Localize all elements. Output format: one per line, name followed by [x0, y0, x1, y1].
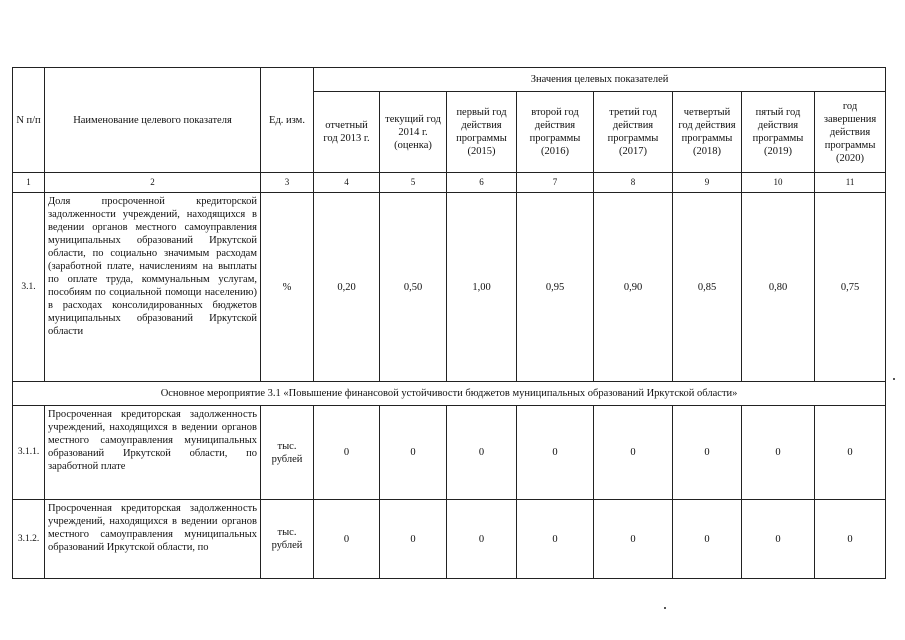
row-indicator-name: Просроченная кредиторская задолженность учреждений, находящихся в ведении органов местного самоуправления муниципальных образований Иркутской области, по заработной плате: [45, 406, 261, 500]
table-row: [13, 406, 886, 500]
header-name: Наименование целевого показателя: [45, 68, 261, 173]
row-value-2020: 0: [815, 500, 886, 579]
row-indicator-name: Доля просроченной кредиторской задолженности учреждений, находящихся в ведении органов местного самоуправления муниципальных образований Иркутской области, по социально значимым расходам (заработной плате, начислениям на выплаты по оплате труда, коммунальным услугам, пособиям по социальной помощи населению) в расходах консолидированных бюджетов муниципальных образований Иркутской области: [45, 193, 261, 382]
header-year-2018: четвертый год действия программы (2018): [673, 92, 742, 173]
row-value-2020: 0,75: [815, 193, 886, 382]
scan-speck: [664, 607, 666, 609]
row-value-2020: 0: [815, 406, 886, 500]
row-value-2014: 0: [380, 500, 447, 579]
row-value-2016: 0: [517, 406, 594, 500]
column-number: 4: [314, 173, 380, 193]
header-year-2019: пятый год действия программы (2019): [742, 92, 815, 173]
header-num: N п/п: [13, 68, 45, 173]
row-num: 3.1.: [13, 193, 45, 382]
header-values-group: Значения целевых показателей: [314, 68, 886, 92]
column-number: 3: [261, 173, 314, 193]
column-number: 11: [815, 173, 886, 193]
header-year-2013: отчетный год 2013 г.: [314, 92, 380, 173]
row-value-2018: 0: [673, 406, 742, 500]
row-value-2019: 0: [742, 500, 815, 579]
scan-speck: [893, 378, 895, 380]
column-number: 7: [517, 173, 594, 193]
table-row: [13, 500, 886, 579]
row-value-2013: 0: [314, 406, 380, 500]
row-unit: тыс. рублей: [261, 500, 314, 579]
column-number: 9: [673, 173, 742, 193]
row-value-2019: 0,80: [742, 193, 815, 382]
row-value-2015: 0: [447, 500, 517, 579]
row-value-2018: 0,85: [673, 193, 742, 382]
row-value-2018: 0: [673, 500, 742, 579]
table-row: [13, 193, 886, 382]
row-num: 3.1.1.: [13, 406, 45, 500]
header-year-2020: год завершения действия программы (2020): [815, 92, 886, 173]
column-number: 1: [13, 173, 45, 193]
column-number: 10: [742, 173, 815, 193]
row-value-2014: 0,50: [380, 193, 447, 382]
column-number: 8: [594, 173, 673, 193]
row-value-2014: 0: [380, 406, 447, 500]
row-value-2013: 0: [314, 500, 380, 579]
row-value-2017: 0,90: [594, 193, 673, 382]
header-unit: Ед. изм.: [261, 68, 314, 173]
row-value-2017: 0: [594, 406, 673, 500]
target-indicators-table: [12, 67, 886, 579]
row-value-2015: 1,00: [447, 193, 517, 382]
row-value-2013: 0,20: [314, 193, 380, 382]
row-value-2019: 0: [742, 406, 815, 500]
header-year-2017: третий год действия программы (2017): [594, 92, 673, 173]
column-number: 2: [45, 173, 261, 193]
section-title: Основное мероприятие 3.1 «Повышение финансовой устойчивости бюджетов муниципальных образований Иркутской области»: [13, 382, 886, 406]
row-value-2017: 0: [594, 500, 673, 579]
column-number: 5: [380, 173, 447, 193]
header-year-2016: второй год действия программы (2016): [517, 92, 594, 173]
column-number: 6: [447, 173, 517, 193]
row-num: 3.1.2.: [13, 500, 45, 579]
header-year-2014: текущий год 2014 г. (оценка): [380, 92, 447, 173]
header-year-2015: первый год действия программы (2015): [447, 92, 517, 173]
row-unit: тыс. рублей: [261, 406, 314, 500]
row-indicator-name: Просроченная кредиторская задолженность учреждений, находящихся в ведении органов местного самоуправления муниципальных образований Иркутской области, по: [45, 500, 261, 579]
row-value-2015: 0: [447, 406, 517, 500]
row-unit: %: [261, 193, 314, 382]
row-value-2016: 0,95: [517, 193, 594, 382]
row-value-2016: 0: [517, 500, 594, 579]
